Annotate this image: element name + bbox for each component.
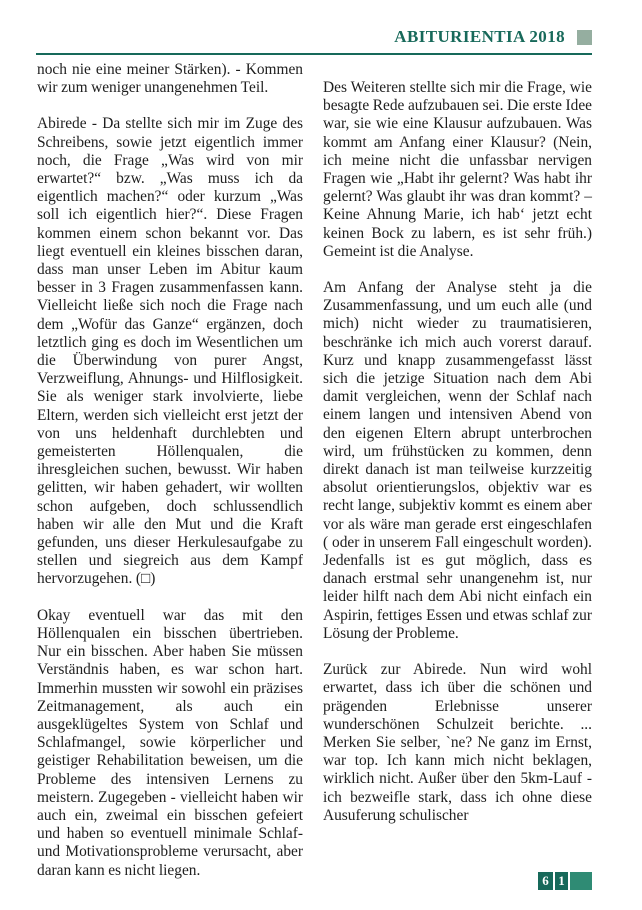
- page-header-title: ABITURIENTIA 2018: [394, 27, 565, 46]
- header-accent-square: [577, 30, 592, 45]
- right-column: [323, 61, 592, 880]
- left-column: [37, 61, 303, 880]
- header-rule: [36, 53, 592, 55]
- paragraph: Am Anfang der Analyse steht ja die Zusammenfassung, und um euch alle (und mich) nicht wieder zu traumatisieren, beschränke ich mich auch vorerst darauf. Kurz und knapp zusammengefasst lässt sich die jetzige Situation nach dem Abi damit vergleichen, wenn der Schlaf nach einem langen und intensiven Abend von den eigenen Eltern abrupt unterbrochen wird, um frühstücken zu kommen, denn direkt danach ist man teilweise kurzzeitig absolut orientierungslos, objektiv war es recht lange, subjektiv kommt es einem aber vor als wäre man gerade erst eingeschlafen ( oder in unserem Fall eingeschult worden). Jedenfalls ist es gut möglich, dass es danach erstmal sehr unangenehm ist, nur leider hilft nach dem Abi nicht einfach ein Aspirin, fettiges Essen und etwas schlaf zur Lösung der Probleme.: [323, 279, 592, 642]
- paragraph: noch nie eine meiner Stärken). - Kommen wir zum weniger unangenehmen Teil.: [37, 61, 303, 97]
- page-header: [36, 27, 592, 47]
- paragraph: Okay eventuell war das mit den Höllenqualen ein bisschen übertrieben. Nur ein bisschen. Aber haben Sie müssen Verständnis haben, es war schon hart. Immerhin mussten wir sowohl ein präzises Zeitmanagement, als auch ein ausgeklügeltes System von Schlaf und Schlafmangel, sowie körperlicher und geistiger Rehabilitation beweisen, um die Probleme des intensiven Lernens zu meistern. Zugegeben - vielleicht haben wir auch ein, zweimal ein bisschen gefeiert und haben so eventuell minimale Schlaf- und Motivationsprobleme verursacht, aber daran kann es nicht liegen.: [37, 606, 303, 879]
- paragraph: Abirede - Da stellte sich mir im Zuge des Schreibens, sowie jetzt eigentlich immer noch, die Frage „Was wird von mir erwartet?“ bzw. „Was muss ich da eigentlich machen?“ oder kurzum „Was soll ich eigentlich hier?“. Diese Fragen kommen einem schon bekannt vor. Das liegt eventuell ein kleines bisschen daran, dass man unser Leben im Abitur kaum besser in 3 Fragen zusammenfassen kann. Vielleicht ließe sich noch die Frage nach dem „Wofür das Ganze“ ergänzen, doch letztlich ging es doch im Wesentlichen um die Überwindung von purer Angst, Verzweiflung, Ahnungs- und Hilflosigkeit. Sie als weniger stark involvierte, liebe Eltern, werden sich vielleicht erst jetzt der von uns heldenhaft durchlebten und gemeisterten Höllenqualen, die ihresgleichen suchen, bewusst. Wir haben gelitten, wir haben gehadert, wir wollten schon aufgeben, doch schlussendlich haben wir alle den Mut und die Kraft gefunden, uns dieser Herkulesaufgabe zu stellen und siegreich aus dem Kampf hervorzugehen. (□): [37, 115, 303, 588]
- paragraph: Zurück zur Abirede. Nun wird wohl erwartet, dass ich über die schönen und prägenden Erlebnisse unserer wunderschönen Schulzeit berichte. ... Merken Sie selber, `ne? Ne ganz im Ernst, war top. Ich kann mich nicht beklagen, wirklich nicht. Außer über den 5km-Lauf - ich bezweifle stark, dass ich ohne diese Ausuferung schulischer: [323, 661, 592, 824]
- footer-accent-square: [570, 872, 592, 890]
- page-number-box: 1: [555, 872, 568, 890]
- paragraph: Des Weiteren stellte sich mir die Frage, wie besagte Rede aufzubauen sei. Die erste Idee war, sie wie eine Klausur aufzubauen. Was kommt am Anfang einer Klausur? (Nein, ich meine nicht die unfassbar nervigen Fragen wie „Habt ihr gelernt? Was habt ihr gelernt? Was glaubt ihr was dran kommt? – Keine Ahnung Marie, ich hab‘ jetzt echt keinen Bock zu labern, es ist sehr früh.) Gemeint ist die Analyse.: [323, 79, 592, 260]
- article-body: [37, 61, 592, 880]
- page-footer: [538, 872, 592, 890]
- page-number-box: 6: [538, 872, 553, 890]
